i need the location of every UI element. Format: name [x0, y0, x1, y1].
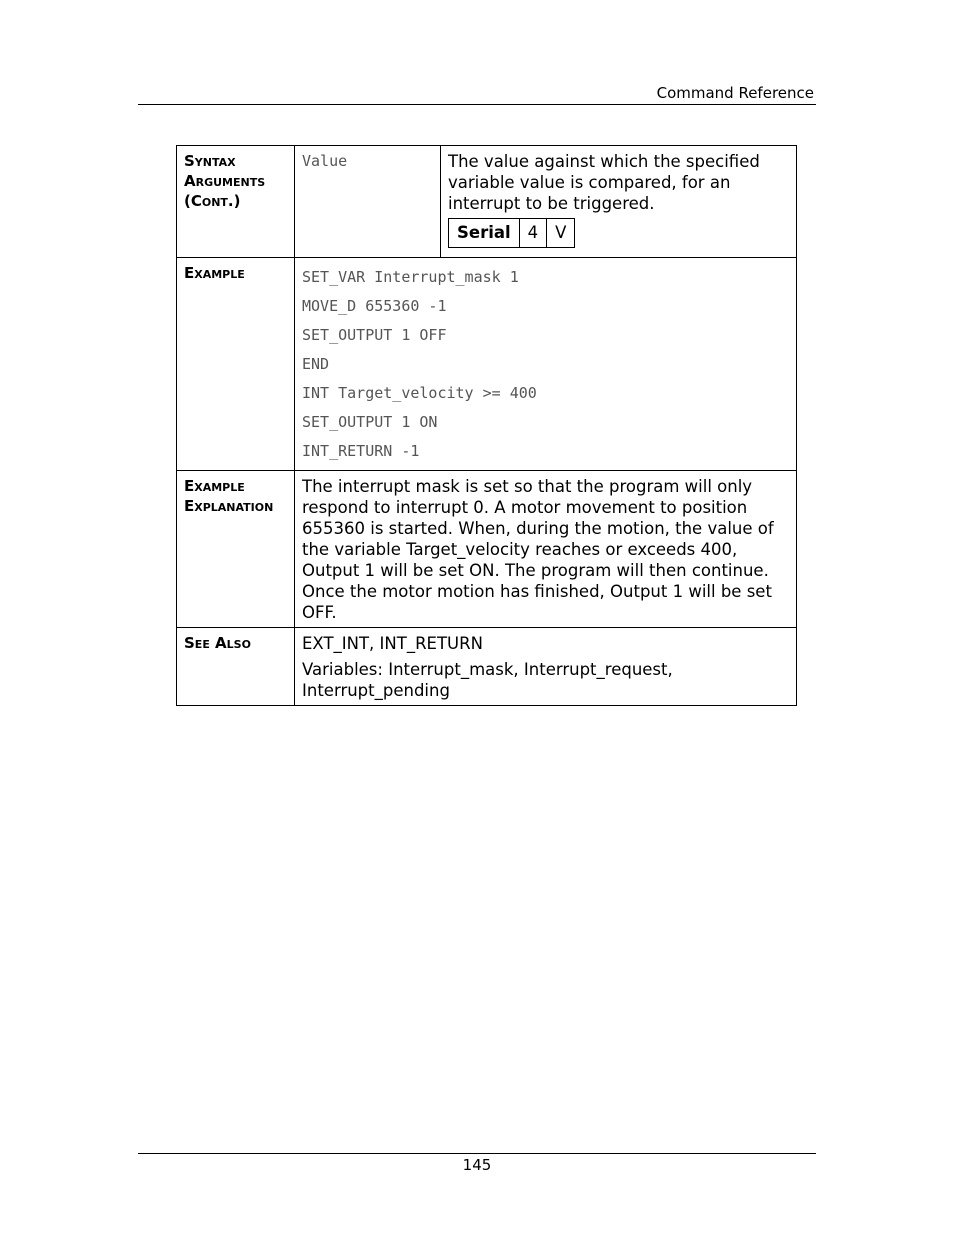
code-line: END	[302, 355, 330, 373]
page-number: 145	[462, 1156, 492, 1174]
attribute-size: 4	[519, 219, 547, 248]
argument-name-cell	[295, 146, 441, 258]
code-line: SET_VAR Interrupt_mask 1	[302, 268, 519, 286]
label-line: Explanation	[184, 497, 274, 515]
see-also-row	[177, 628, 797, 706]
example-explanation-row	[177, 471, 797, 628]
argument-name: Value	[302, 152, 348, 170]
attribute-access: V	[547, 219, 575, 248]
example-explanation-text: The interrupt mask is set so that the program will only respond to interrupt 0. A motor movement to position 655360 is started. When, during the motion, the value of the variable Target_velocity reaches or exceeds 400, Output 1 will be set ON. The program will then continue. Once the motor motion has finished, Output 1 will be set OFF.	[302, 477, 774, 622]
example-label: Example	[184, 264, 245, 282]
example-explanation-label-cell	[177, 471, 295, 628]
example-label-cell	[177, 258, 295, 471]
example-row	[177, 258, 797, 471]
see-also-commands: EXT_INT, INT_RETURN	[302, 634, 483, 653]
syntax-arguments-label	[177, 146, 295, 258]
syntax-arguments-row	[177, 146, 797, 258]
code-line: INT_RETURN -1	[302, 442, 420, 460]
code-line: MOVE_D 655360 -1	[302, 297, 447, 315]
footer-divider	[138, 1153, 816, 1154]
label-line: Example	[184, 477, 245, 495]
see-also-variables: Variables: Interrupt_mask, Interrupt_request, Interrupt_pending	[302, 660, 673, 700]
header-divider	[138, 104, 816, 105]
argument-description-cell	[441, 146, 797, 258]
running-header: Command Reference	[656, 84, 814, 102]
command-reference-table	[176, 145, 797, 706]
see-also-label: See Also	[184, 634, 251, 652]
code-line: SET_OUTPUT 1 ON	[302, 413, 438, 431]
see-also-cell	[295, 628, 797, 706]
example-code-cell	[295, 258, 797, 471]
example-explanation-cell	[295, 471, 797, 628]
label-line: (Cont.)	[184, 192, 241, 210]
argument-description: The value against which the specified variable value is compared, for an interrupt to be triggered.	[448, 152, 760, 213]
code-line: SET_OUTPUT 1 OFF	[302, 326, 447, 344]
code-line: INT Target_velocity >= 400	[302, 384, 537, 402]
attribute-table	[448, 218, 575, 248]
label-line: Arguments	[184, 172, 266, 190]
see-also-label-cell	[177, 628, 295, 706]
label-line: Syntax	[184, 152, 236, 170]
attribute-key: Serial	[449, 219, 520, 248]
